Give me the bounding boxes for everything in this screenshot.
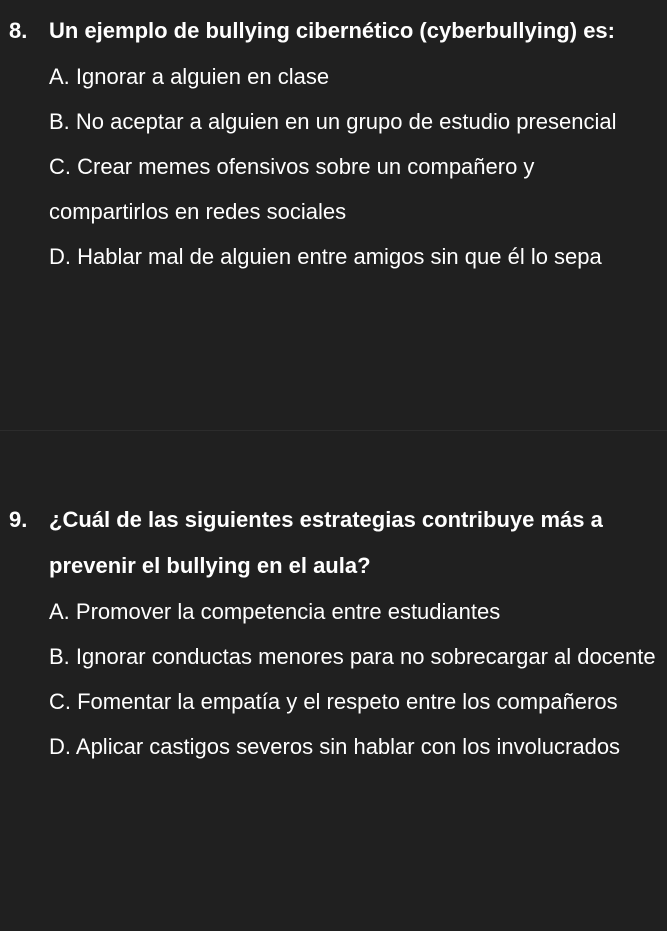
question-header [0, 497, 667, 589]
option-c[interactable]: C. Crear memes ofensivos sobre un compañero y compartirlos en redes sociales [49, 154, 535, 224]
question-number: 9. [9, 507, 28, 532]
divider [0, 430, 667, 431]
question-text: ¿Cuál de las siguientes estrategias contribuye más a prevenir el bullying en el aula? [49, 507, 603, 578]
question-text: Un ejemplo de bullying cibernético (cyberbullying) es: [49, 18, 615, 43]
question-number: 8. [9, 18, 28, 43]
question-9 [0, 497, 667, 769]
option-a[interactable]: A. Promover la competencia entre estudiantes [49, 599, 501, 624]
question-8 [0, 8, 667, 279]
option-a[interactable]: A. Ignorar a alguien en clase [49, 64, 330, 89]
question-header [0, 8, 667, 54]
option-b[interactable]: B. Ignorar conductas menores para no sobrecargar al docente [49, 644, 656, 669]
option-b[interactable]: B. No aceptar a alguien en un grupo de estudio presencial [49, 109, 617, 134]
answer-options [49, 54, 659, 279]
answer-options [49, 589, 659, 769]
option-d[interactable]: D. Hablar mal de alguien entre amigos sin que él lo sepa [49, 244, 602, 269]
option-d[interactable]: D. Aplicar castigos severos sin hablar con los involucrados [49, 734, 621, 759]
option-c[interactable]: C. Fomentar la empatía y el respeto entre los compañeros [49, 689, 618, 714]
